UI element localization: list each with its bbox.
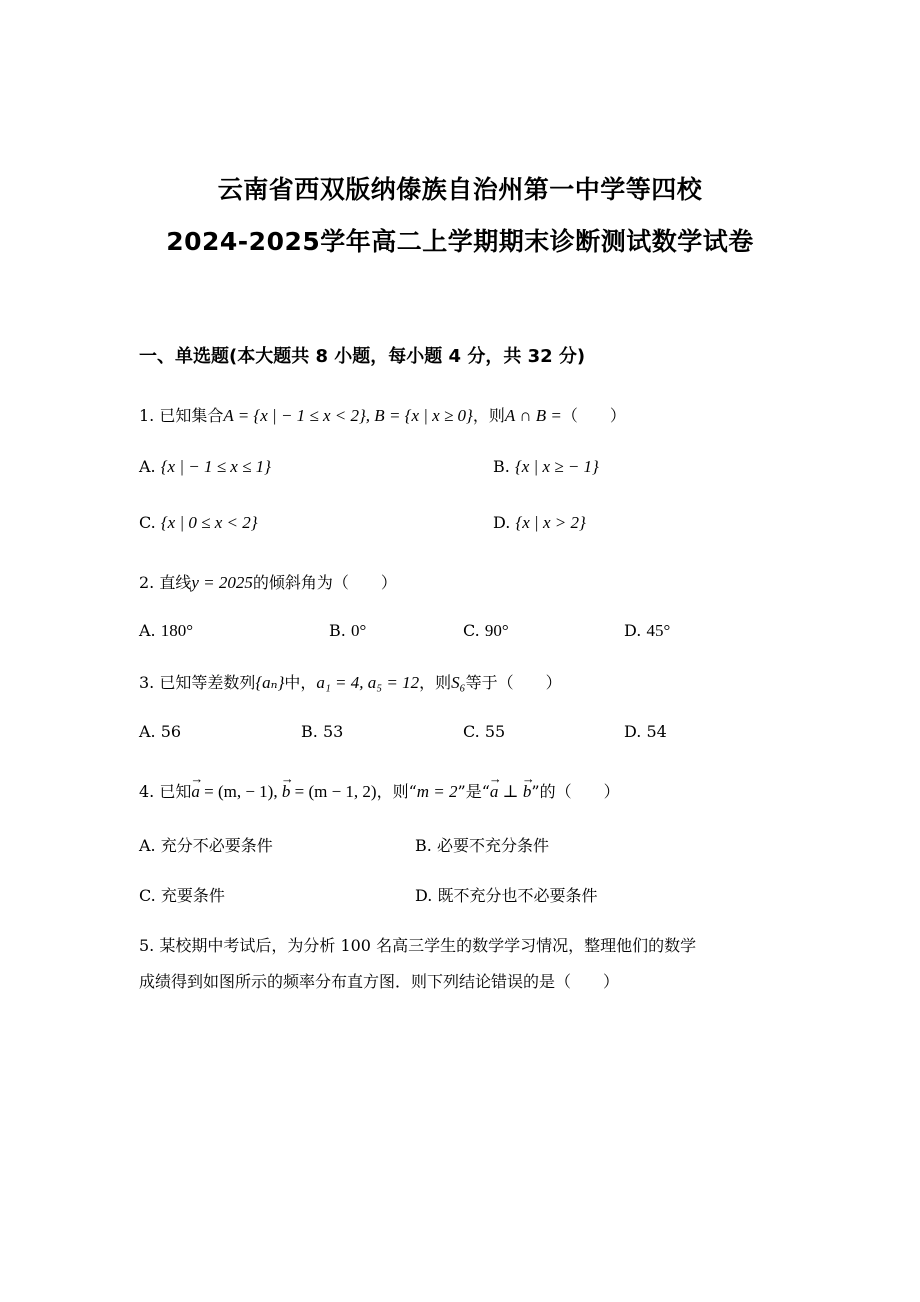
option-text: 90° xyxy=(484,621,509,640)
question-text: ，则 xyxy=(419,673,452,692)
option-text: 充分不必要条件 xyxy=(160,836,273,855)
q4-option-b xyxy=(415,833,549,856)
option-text: {x | 0 ≤ x < 2} xyxy=(160,513,258,532)
question-text: 直线 xyxy=(159,573,192,592)
option-label: B. xyxy=(301,722,318,741)
option-label: A. xyxy=(139,621,156,640)
q2-option-a xyxy=(139,621,193,641)
option-text: 必要不充分条件 xyxy=(436,836,549,855)
vector-a: → a xyxy=(191,782,200,802)
option-text: {x | x ≥ − 1} xyxy=(514,457,599,476)
option-label: C. xyxy=(463,621,480,640)
option-label: B. xyxy=(493,457,510,476)
question-text: ，则“ xyxy=(376,782,417,801)
perpendicular-symbol: ⊥ xyxy=(498,782,523,801)
option-text: 54 xyxy=(646,722,667,741)
page-title-line-2: 2024-2025学年高二上学期期末诊断测试数学试卷 xyxy=(166,227,754,256)
q2-option-d xyxy=(624,621,670,641)
math-expression: S₆ xyxy=(451,673,466,692)
question-2 xyxy=(139,570,397,593)
option-label: A. xyxy=(139,836,156,855)
question-5-continuation xyxy=(139,969,619,992)
vector-b: → b xyxy=(282,782,291,802)
question-text: ，则 xyxy=(472,406,505,425)
math-expression: = (m, − 1) xyxy=(199,782,274,801)
math-expression: = (m − 1, 2) xyxy=(290,782,377,801)
question-text: 中， xyxy=(284,673,317,692)
option-text: 既不充分也不必要条件 xyxy=(437,886,598,905)
q1-option-b xyxy=(493,457,599,477)
option-text: 53 xyxy=(322,722,344,741)
q2-option-c xyxy=(463,621,509,641)
math-expression: {aₙ} xyxy=(255,673,285,692)
question-number: 3. xyxy=(139,673,155,692)
math-expression: y = 2025 xyxy=(191,573,253,592)
q2-option-b xyxy=(329,621,366,641)
option-label: C. xyxy=(139,886,156,905)
question-text: 已知集合 xyxy=(159,406,224,425)
option-label: D. xyxy=(624,621,642,640)
question-number: 4. xyxy=(139,782,155,801)
option-text: 56 xyxy=(160,722,182,741)
question-text: ”的（ ） xyxy=(531,782,620,801)
question-text: 某校期中考试后，为分析 100 名高三学生的数学学习情况，整理他们的数学 xyxy=(159,936,697,955)
page-title-line-1: 云南省西双版纳傣族自治州第一中学等四校 xyxy=(217,175,703,204)
option-text: 55 xyxy=(484,722,506,741)
question-number: 2. xyxy=(139,573,155,592)
option-label: B. xyxy=(415,836,432,855)
vector-b: → b xyxy=(523,782,532,802)
math-separator: , xyxy=(273,782,282,801)
question-text: （ ） xyxy=(561,406,626,425)
q4-option-d xyxy=(415,883,597,906)
vector-a: → a xyxy=(490,782,499,802)
option-text: {x | x > 2} xyxy=(515,513,586,532)
option-label: A. xyxy=(139,457,156,476)
q1-option-a xyxy=(139,457,271,477)
q4-option-c xyxy=(139,883,225,906)
option-text: {x | − 1 ≤ x ≤ 1} xyxy=(160,457,271,476)
question-text: 的倾斜角为（ ） xyxy=(252,573,397,592)
math-expression: a₁ = 4, a₅ = 12 xyxy=(316,673,420,692)
question-text: ”是“ xyxy=(457,782,490,801)
q3-option-d xyxy=(624,722,667,741)
section-heading: 一、单选题(本大题共 8 小题，每小题 4 分，共 32 分) xyxy=(139,346,586,367)
question-number: 1. xyxy=(139,406,155,425)
question-text: 已知 xyxy=(159,782,192,801)
question-5 xyxy=(139,933,696,956)
question-text: 成绩得到如图所示的频率分布直方图．则下列结论错误的是（ ） xyxy=(139,972,620,991)
option-text: 45° xyxy=(646,621,671,640)
question-text: 已知等差数列 xyxy=(159,673,256,692)
q3-option-c xyxy=(463,722,505,741)
question-number: 5. xyxy=(139,936,155,955)
option-label: A. xyxy=(139,722,156,741)
question-1 xyxy=(139,403,626,426)
question-text: 等于（ ） xyxy=(465,673,562,692)
math-expression: A ∩ B = xyxy=(504,406,562,425)
option-text: 充要条件 xyxy=(160,886,225,905)
q1-option-c xyxy=(139,513,258,533)
option-text: 0° xyxy=(350,621,367,640)
option-label: B. xyxy=(329,621,346,640)
question-3 xyxy=(139,670,562,693)
q4-option-a xyxy=(139,833,273,856)
q3-option-b xyxy=(301,722,343,741)
q1-option-d xyxy=(493,513,586,533)
option-label: C. xyxy=(139,513,156,532)
question-4 xyxy=(139,779,620,802)
option-text: 180° xyxy=(160,621,194,640)
math-expression: A = {x | − 1 ≤ x < 2}, B = {x | x ≥ 0} xyxy=(223,406,473,425)
math-expression: m = 2 xyxy=(416,782,458,801)
option-label: D. xyxy=(493,513,511,532)
option-label: D. xyxy=(415,886,433,905)
option-label: C. xyxy=(463,722,480,741)
option-label: D. xyxy=(624,722,642,741)
q3-option-a xyxy=(139,722,181,741)
